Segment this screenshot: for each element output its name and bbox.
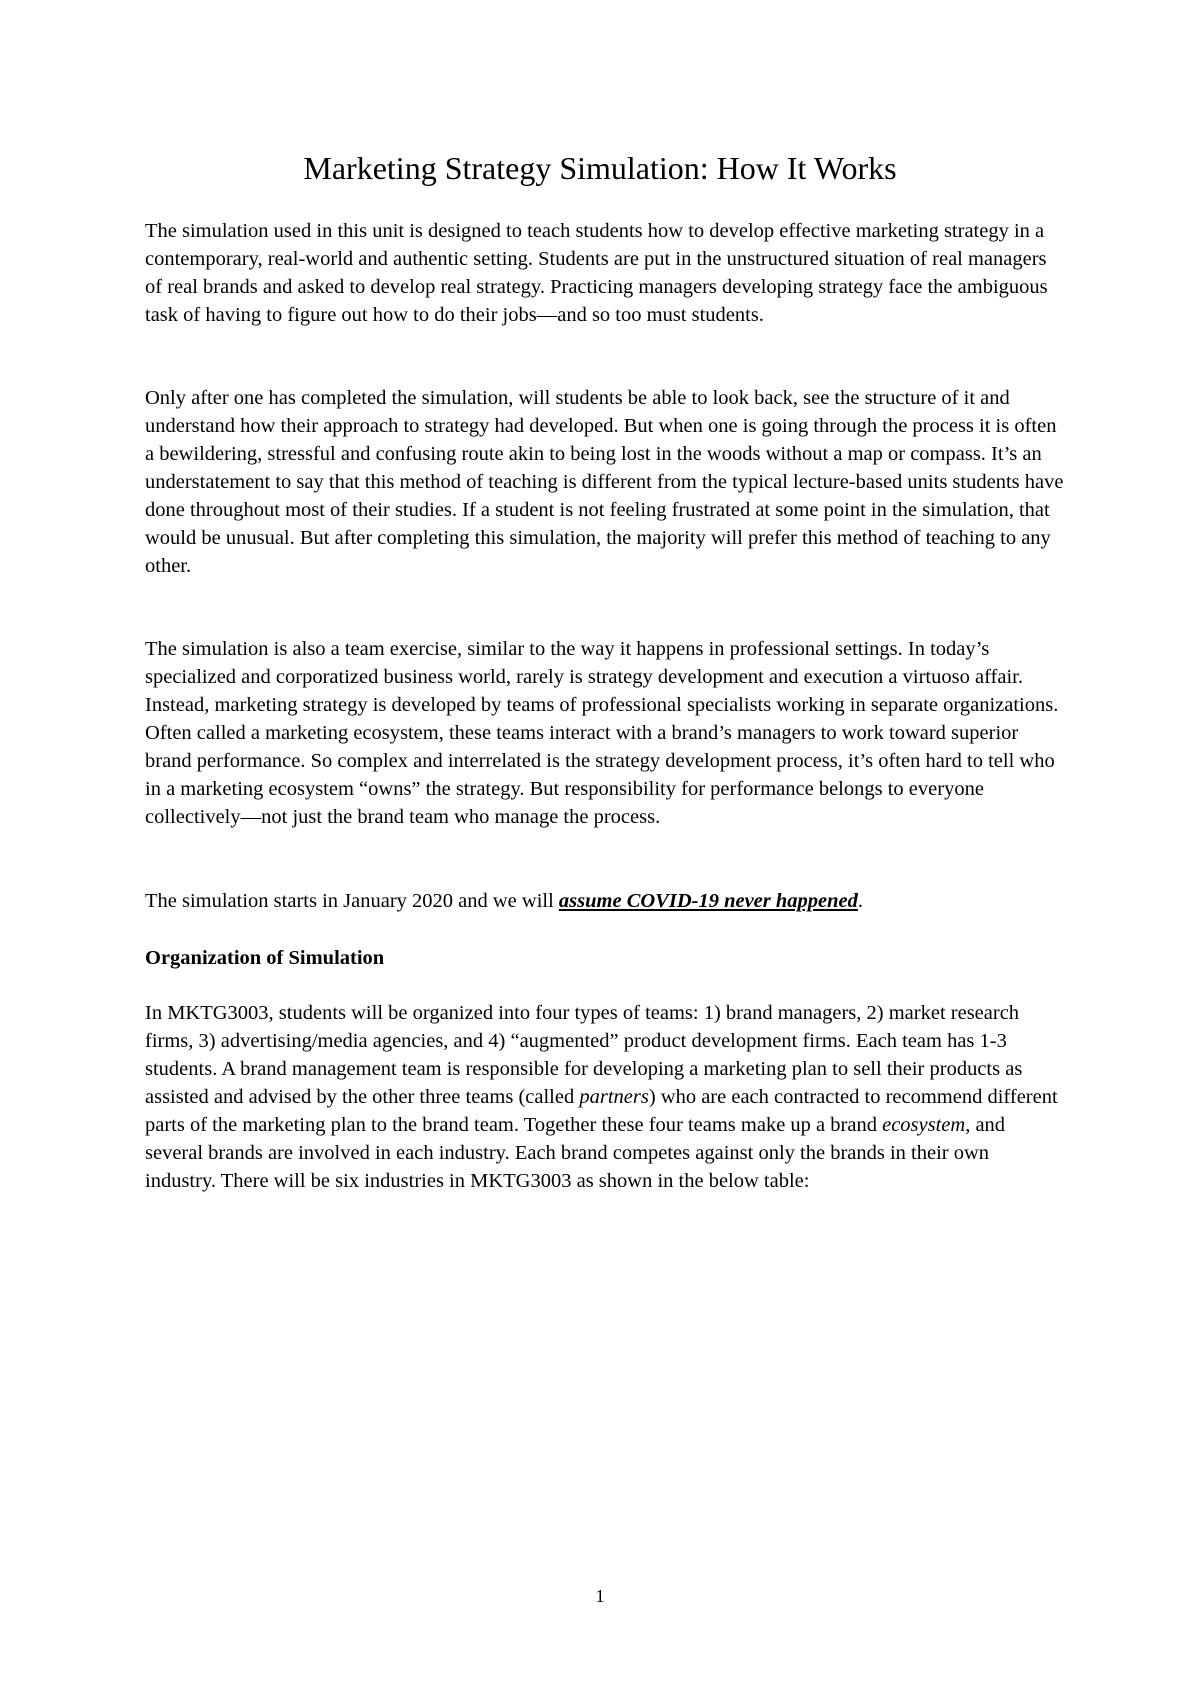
ecosystem-emphasis: ecosystem (882, 1114, 966, 1136)
organization-text-2: ) who are each contracted to recommend different parts of the marketing plan to the brand team. Together these four teams make up a brand (145, 1086, 1058, 1136)
organization-text-1: In MKTG3003, students will be organized into four types of teams: 1) brand managers, 2) market research firms, 3) advertising/media agencies, and 4) “augmented” product development firms. Each team has 1-3 students. A brand management team is responsible for developing a marketing plan to sell their products as assisted and advised by the other three teams (called (145, 1002, 1023, 1108)
paragraph-experience: Only after one has completed the simulation, will students be able to look back, see the structure of it and understand how their approach to strategy had developed. But when one is going through the process it is often a bewildering, stressful and confusing route akin to being lost in the woods without a map or compass. It’s an understatement to say that this method of teaching is different from the typical lecture-based units students have done throughout most of their studies. If a student is not feeling frustrated at some point in the simulation, that would be unusual. But after completing this simulation, the majority will prefer this method of teaching to any other. (145, 387, 1064, 577)
start-date-text: The simulation starts in January 2020 and we will (145, 890, 559, 912)
covid-emphasis: assume COVID-19 never happened (558, 890, 858, 912)
page-number: 1 (595, 1586, 605, 1606)
organization-text-3: , and several brands are involved in each industry. Each brand competes against only the brands in their own industry. There will be six industries in MKTG3003 as shown in the below table: (145, 1114, 1006, 1192)
section-heading: Organization of Simulation (145, 947, 385, 969)
paragraph-start-date (145, 887, 1065, 915)
partners-emphasis: partners (579, 1086, 649, 1108)
paragraph-team-exercise: The simulation is also a team exercise, similar to the way it happens in professional settings. In today’s specialized and corporatized business world, rarely is strategy development and execution a virtuoso affair. Instead, marketing strategy is developed by teams of professional specialists working in separate organizations. Often called a marketing ecosystem, these teams interact with a brand’s managers to work toward superior brand performance. So complex and interrelated is the strategy development process, it’s often hard to tell who in a marketing ecosystem “owns” the strategy. But responsibility for performance belongs to everyone collectively—not just the brand team who manage the process. (145, 638, 1059, 828)
start-date-period: . (857, 890, 864, 912)
paragraph-organization (145, 999, 1065, 1195)
document-title: Marketing Strategy Simulation: How It Works (303, 150, 897, 186)
paragraph-intro: The simulation used in this unit is designed to teach students how to develop effective marketing strategy in a contemporary, real-world and authentic setting. Students are put in the unstructured situation of real managers of real brands and asked to develop real strategy. Practicing managers developing strategy face the ambiguous task of having to figure out how to do their jobs—and so too must students. (145, 220, 1048, 326)
